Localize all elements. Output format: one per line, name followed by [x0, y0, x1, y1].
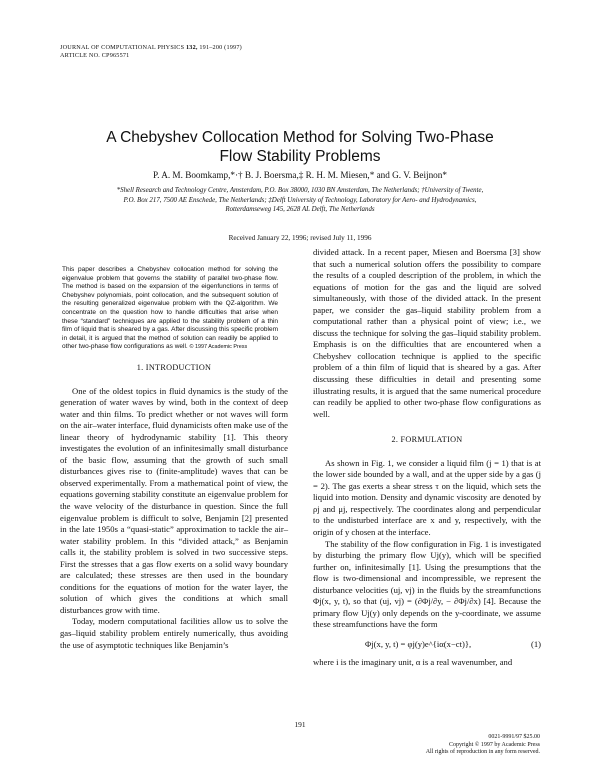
abstract-copyright: © 1997 Academic Press	[189, 344, 248, 351]
journal-name: JOURNAL OF COMPUTATIONAL PHYSICS	[60, 44, 185, 51]
page-number: 191	[294, 720, 306, 729]
article-number: ARTICLE NO. CP965571	[60, 52, 130, 59]
affiliation-line-3: Rotterdamseweg 145, 2628 AL Delft, The Netherlands	[225, 206, 375, 214]
equation-1-number: (1)	[530, 638, 541, 649]
footer-rights: All rights of reproduction in any form reserved.	[425, 749, 540, 756]
paper-title	[60, 128, 540, 166]
affiliations	[60, 186, 540, 215]
footer-copyright: Copyright © 1997 by Academic Press	[448, 741, 540, 748]
title-line-1: A Chebyshev Collocation Method for Solving Two-Phase	[106, 129, 494, 146]
formulation-paragraph-3: where i is the imaginary unit, α is a real wavenumber, and	[313, 656, 513, 667]
journal-volume: 132,	[185, 44, 198, 51]
journal-citation	[60, 44, 242, 52]
intro-paragraph-3: divided attack. In a recent paper, Miesen and Boersma [3] show that such a numerical solution offers the possibility to compare the results of a coupled description of the problem, in which the equations of motion for the gas and the liquid are solved simultaneously, with those of the divided attack. In the present paper, we consider the gas–liquid stability problem from a computational rather than a physical point of view; i.e., we discuss the technique for solving the gas–liquid stability problem. Emphasis is on the difficulties that are encountered when a Chebyshev collocation technique is applied to the specific problem of a thin film of liquid that is sheared by a gas. After discussing these difficulties in detail and presenting some illustrating results, it is argued that the same numerical procedure can readily be applied to other two-phase flow configurations as well.	[313, 247, 541, 419]
intro-paragraph-2: Today, modern computational facilities allow us to solve the gas–liquid stability problem entirely numerically, thus avoiding the use of asymptotic techniques like Benjamin’s	[60, 616, 288, 650]
journal-pages-year: 191–200 (1997)	[199, 44, 242, 51]
footer-issn: 0021-9991/97 $25.00	[488, 734, 540, 740]
left-column	[60, 362, 288, 651]
intro-paragraph-1: One of the oldest topics in fluid dynamics is the study of the generation of water waves by wind, both in the context of deep water and thin films. To predict whether or not waves will form on the air–water interface, fluid dynamicists often make use of the linear theory of hydrodynamic stability [1]. This theory investigates the evolution of an infinitesimally small disturbance of the basic flow, assuming that the growth of such small disturbances gives rise to (finite-amplitude) waves that can be observed experimentally. From a mathematical point of view, the equations governing stability constitute an eigenvalue problem for the wave velocity of the disturbance in question. Since the full eigenvalue problem is difficult to solve, Benjamin [2] presented in the late 1950s a “quasi-static” approximation to tackle the air–water stability problem. In this “divided attack,” as Benjamin calls it, the stability problem is solved in two successive steps. First the stresses that a gas flow exerts on a solid wavy boundary are calculated; these stresses are then used in the boundary conditions for the equations of motion for the water layer, the solution of which gives the conditions at which small disturbances grow with time.	[60, 385, 288, 615]
journal-header	[60, 44, 242, 60]
section-heading-formulation: 2. FORMULATION	[391, 435, 463, 445]
equation-1	[313, 635, 541, 657]
formulation-paragraph-2: The stability of the flow configuration in Fig. 1 is investigated by disturbing the primary flow Uj(y), which will be specified further on, infinitesimally [1]. Using the presumptions that the flow is two-dimensional and incompressible, we represent the disturbance velocities (uj, vj) in the fluids by the streamfunctions Φj(x, y, t), so that (uj, vj) = (∂Φj/∂y, − ∂Φj/∂x) [4]. Because the primary flow Uj(y) only depends on the y-coordinate, we assume these streamfunctions have the form	[313, 538, 541, 630]
author-list: P. A. M. Boomkamp,*·† B. J. Boersma,‡ R. H. M. Miesen,* and G. V. Beijnon*	[153, 170, 447, 180]
abstract	[62, 266, 278, 352]
right-column	[313, 247, 541, 669]
affiliation-line-1: *Shell Research and Technology Centre, Amsterdam, P.O. Box 38000, 1030 BN Amsterdam, The Netherlands; †University of Twente,	[116, 187, 484, 194]
received-dates: Received January 22, 1996; revised July 11, 1996	[228, 234, 372, 242]
copyright-footer	[426, 734, 540, 757]
section-heading-introduction: 1. INTRODUCTION	[136, 363, 212, 372]
affiliation-line-2: P.O. Box 217, 7500 AE Enschede, The Netherlands; ‡Delft University of Technology, Laboratory for Aero- and Hydrodynamics,	[123, 196, 477, 204]
formulation-paragraph-1: As shown in Fig. 1, we consider a liquid film (j = 1) that is at the lower side bounded by a wall, and at the upper side by a gas (j = 2). The gas exerts a shear stress τ on the liquid, which sets the liquid into motion. Density and dynamic viscosity are denoted by ρj and μj, respectively. The coordinates along and perpendicular to the undisturbed interface are x and y, respectively, with the origin of y chosen at the interface.	[313, 457, 541, 538]
abstract-text: This paper describes a Chebyshev collocation method for solving the eigenvalue problem that governs the stability of parallel two-phase flow. The method is based on the expansion of the eigenfunctions in terms of Chebyshev polynomials, point collocation, and the subsequent solution of the resulting generalized eigenvalue problem with the QZ-algorithm. We concentrate on the question how to handle difficulties that arise when these “standard” techniques are applied to the stability problem of a thin film of liquid that is sheared by a gas. After discussing this specific problem in detail, it is argued that the method of solution can readily be applied to other two-phase flow configurations as well.	[62, 266, 278, 351]
title-line-2: Flow Stability Problems	[219, 148, 381, 165]
equation-1-body: Φj(x, y, t) = φj(y)e^{iα(x−ct)},	[365, 638, 472, 649]
